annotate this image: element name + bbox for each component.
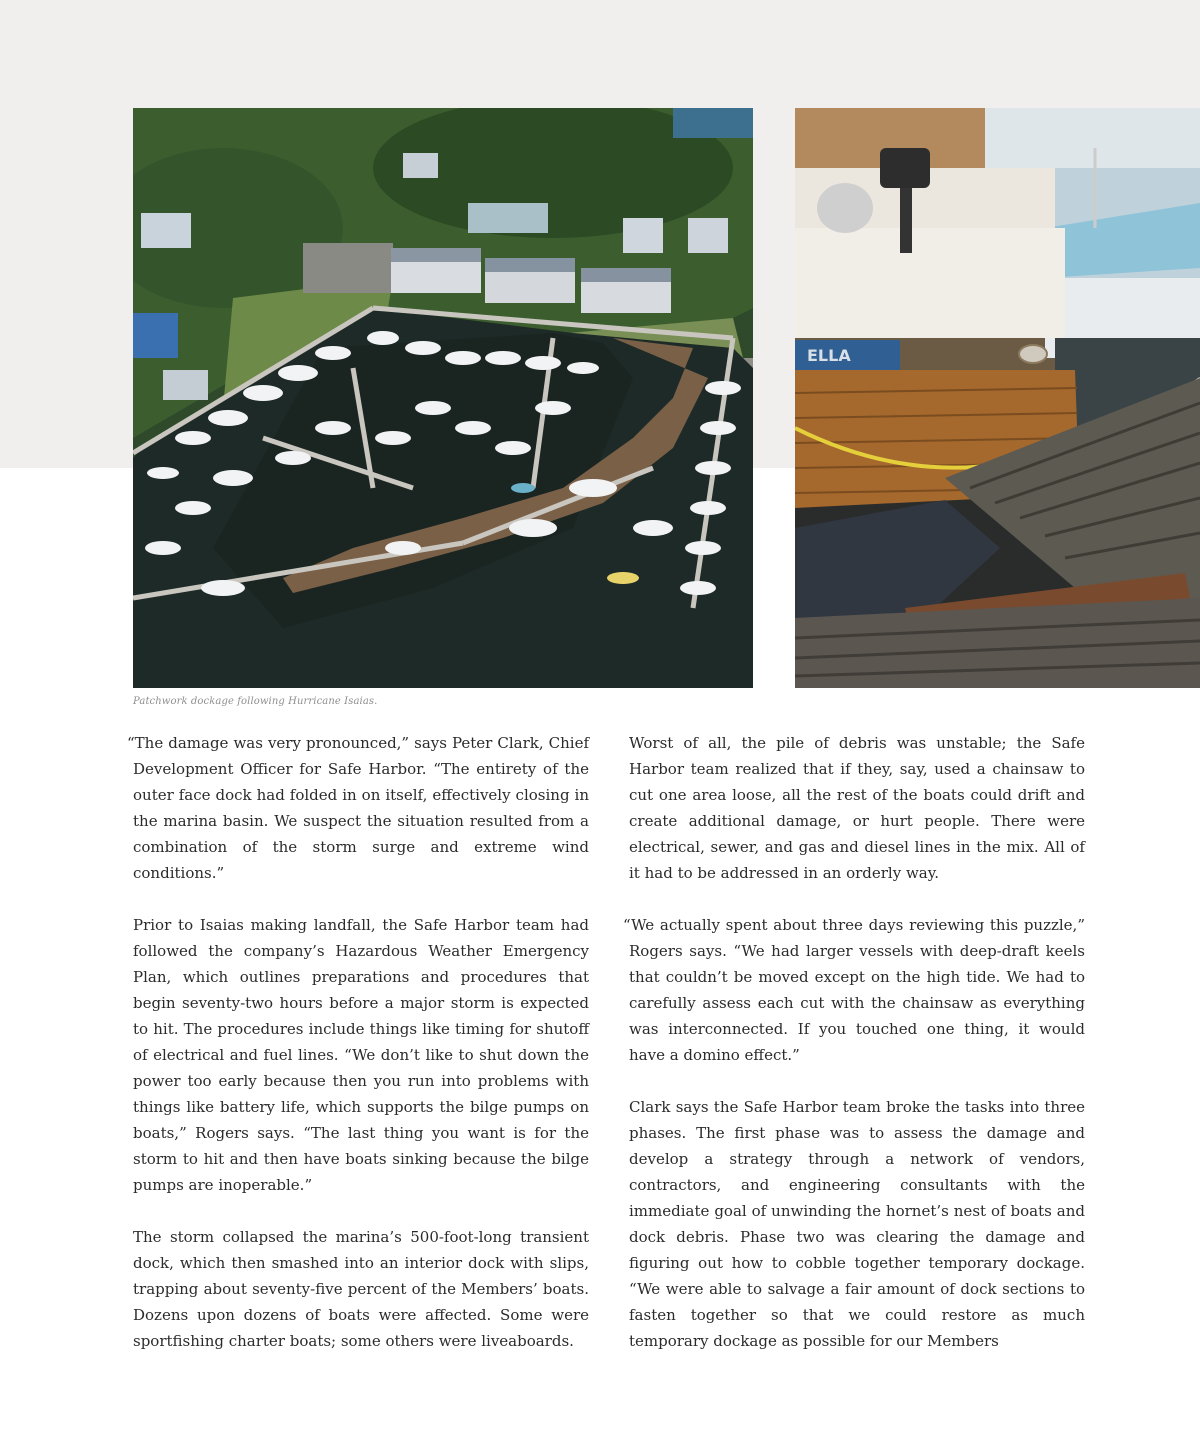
- photo-caption: Patchwork dockage following Hurricane Isaias.: [133, 696, 378, 707]
- article-paragraph: The storm collapsed the marina’s 500-foot-long transient dock, which then smashed into an interior dock with slips, trapping about seventy-five percent of the Members’ boats. Dozens upon dozens of boats were affected. Some were sportfishing charter boats; some others were liveaboards.: [133, 1228, 589, 1350]
- article-paragraph: Prior to Isaias making landfall, the Safe Harbor team had followed the company’s Hazardous Weather Emergency Plan, which outlines preparations and procedures that begin seventy-two hours before a major storm is expected to hit. The procedures include things like timing for shutoff of electrical and fuel lines. “We don’t like to shut down the power too early because then you run into problems with things like battery life, which supports the bilge pumps on boats,” Rogers says. “The last thing you want is for the storm to hit and then have boats sinking because the bilge pumps are inoperable.”: [133, 916, 589, 1194]
- hull-lettering: ELLA: [807, 346, 851, 365]
- article-paragraph: Clark says the Safe Harbor team broke the tasks into three phases. The first phase was to assess the damage and develop a strategy through a network of vendors, contractors, and engineering consultants with the immediate goal of unwinding the hornet’s nest of boats and dock debris. Phase two was clearing the damage and figuring out how to cobble together temporary dockage. “We were able to salvage a fair amount of dock sections to fasten together so that we could restore as much temporary dockage as possible for our Members: [629, 1098, 1085, 1350]
- article-column-left: [127, 730, 589, 1380]
- article-paragraph: “The damage was very pronounced,” says Peter Clark, Chief Development Officer for Safe Harbor. “The entirety of the outer face dock had folded in on itself, effectively closing in the marina basin. We suspect the situation resulted from a combination of the storm surge and extreme wind conditions.”: [127, 734, 589, 882]
- boat-dock-illustration: [795, 108, 1200, 688]
- article-paragraph: “We actually spent about three days reviewing this puzzle,” Rogers says. “We had larger vessels with deep-draft keels that couldn’t be moved except on the high tide. We had to carefully assess each cut with the chainsaw as everything was interconnected. If you touched one thing, it would have a domino effect.”: [623, 916, 1085, 1064]
- article-column-right: [623, 730, 1085, 1380]
- aerial-marina-photo: [133, 108, 753, 688]
- damaged-dock-boat-photo: [795, 108, 1200, 688]
- marina-illustration: [133, 108, 753, 688]
- article-paragraph: Worst of all, the pile of debris was unstable; the Safe Harbor team realized that if they, say, used a chainsaw to cut one area loose, all the rest of the boats could drift and create additional damage, or hurt people. There were electrical, sewer, and gas and diesel lines in the mix. All of it had to be addressed in an orderly way.: [629, 734, 1085, 882]
